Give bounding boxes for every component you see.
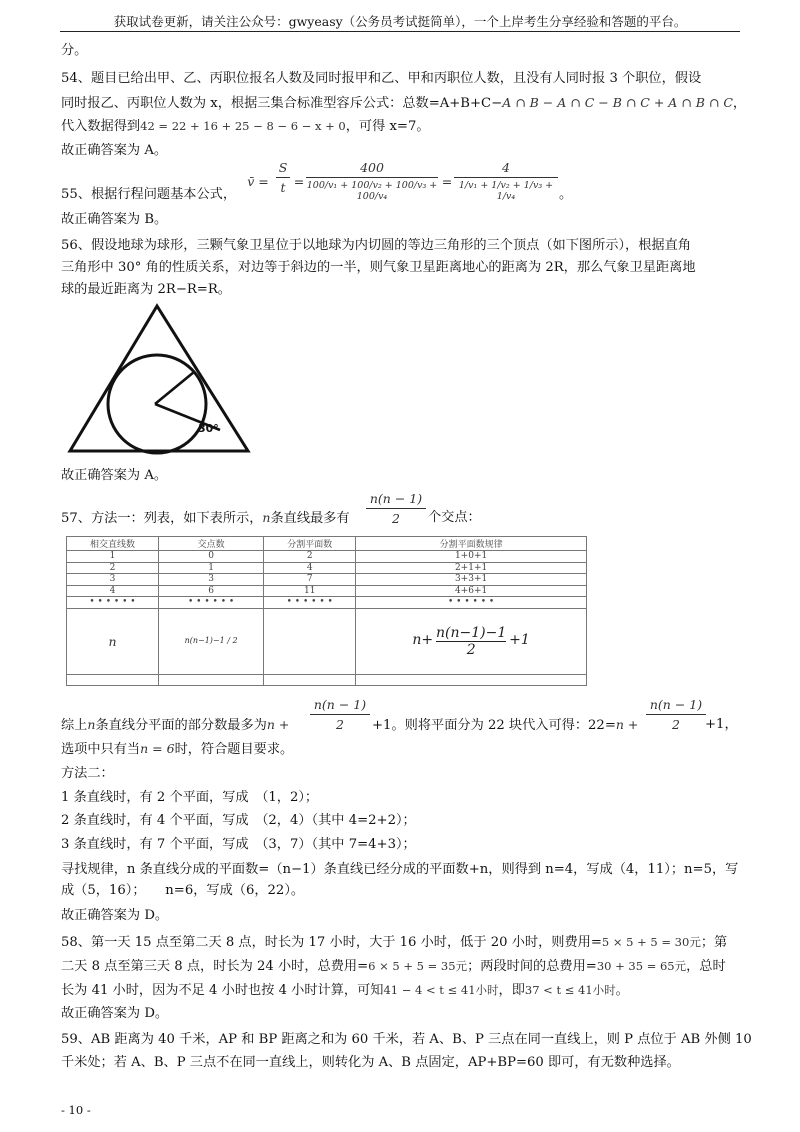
q58-inequality: 41 − 4 < t ≤ 41小时 [383, 983, 499, 997]
q57-text: 57、方法一：列表，如下表所示， [61, 511, 263, 526]
q58-text: ；两段时间的总费用= [467, 959, 597, 974]
q56-line-3: 球的最近距离为 2R−R=R。 [61, 282, 231, 297]
q54-text: 代入数据得到 [61, 119, 141, 134]
var-n: n [87, 717, 96, 732]
planes-formula-suffix: +1 [509, 631, 530, 648]
method-two-label: 方法二： [61, 766, 114, 781]
q59-line-1: 59、AB 距离为 40 千米，AP 和 BP 距离之和为 60 千米，若 A、B、P 三点在同一直线上，则 P 点位于 AB 外侧 10 [61, 1032, 752, 1047]
table-cell: 2 [67, 562, 159, 574]
formula-55-frac2 [454, 160, 558, 202]
q54-answer: 故正确答案为 A。 [61, 143, 168, 158]
q58-text: ，即 [498, 983, 525, 998]
q58-text: 长为 41 小时，因为不足 4 小时也按 4 小时计算，可知 [61, 983, 384, 998]
q54-line-1: 54、题目已给出甲、乙、丙职位报名人数及同时报甲和乙、甲和丙职位人数，且没有人同时报 3 个职位，假设 [61, 71, 702, 86]
q58-text: ；第 [700, 935, 728, 950]
equilateral-triangle [70, 306, 248, 451]
q57-text: 综上 [61, 718, 88, 733]
q57-text: 个交点： [428, 510, 481, 525]
q54-formula: A ∩ B − A ∩ C − B ∩ C + A ∩ B ∩ C [502, 95, 733, 110]
table-header-cell: 相交直线数 [67, 537, 159, 551]
q57-text: +1。则将平面分为 22 块代入可得：22= [372, 718, 616, 733]
angle-label: 30° [198, 422, 219, 435]
q56-answer: 故正确答案为 A。 [61, 468, 168, 483]
method-two-line: 寻找规律，n 条直线分成的平面数=（n−1）条直线已经分成的平面数+n，则得到 n=4，写成（4，11）；n=5，写 [61, 862, 739, 877]
page-number: - 10 - [61, 1103, 91, 1117]
table-cell: 1 [158, 562, 263, 574]
fraction-bar [646, 714, 706, 715]
fraction-bar [366, 508, 426, 509]
lines-table [66, 536, 587, 686]
frac-numerator: n(n−1)−1 [436, 624, 507, 641]
table-row-ellipsis [67, 597, 587, 609]
q57-text [372, 716, 638, 735]
frac-numerator: n(n − 1) [369, 491, 423, 506]
formula-55-num1: 400 [360, 160, 384, 175]
q58-answer: 故正确答案为 D。 [61, 1006, 169, 1021]
formula-55-num2: 4 [502, 160, 510, 175]
method-two-line: 成（5，16）； n=6，写成（6，22）。 [61, 883, 305, 898]
formula-55-lhs: v̄ = [247, 174, 269, 189]
var-n: n + [615, 717, 639, 732]
formula-55-frac1 [306, 160, 438, 202]
frac-denominator: 2 [392, 511, 400, 526]
table-cell: 3+3+1 [356, 574, 587, 586]
fraction-n-n-1 [366, 491, 426, 526]
planes-formula-prefix: n+ [412, 631, 434, 648]
table-cell: 0 [158, 551, 263, 563]
q54-line-3 [61, 117, 430, 136]
table-cell: 11 [264, 585, 356, 597]
q58-text: 。 [615, 983, 629, 998]
q57-line-1 [61, 509, 350, 528]
table-cell: 3 [67, 574, 159, 586]
fraction-bar [310, 714, 370, 715]
n-equals-6: n = 6 [140, 741, 175, 756]
q58-equation: 30 + 35 = 65元 [596, 959, 687, 973]
formula-55-t: t [280, 180, 286, 195]
table-cell: 4+6+1 [356, 585, 587, 597]
q56-line-1: 56、假设地球为球形，三颗气象卫星位于以地球为内切圆的等边三角形的三个顶点（如下图所示），根据直角 [61, 238, 691, 253]
table-cell: 2+1+1 [356, 562, 587, 574]
table-cell: • • • • • • [67, 597, 159, 609]
table-row [67, 562, 587, 574]
method-two-line: 1 条直线时，有 2 个平面，写成 （1，2）； [61, 790, 319, 805]
frac-denominator: 2 [336, 717, 344, 732]
q58-text: 58、第一天 15 点至第二天 8 点，时长为 17 小时，大于 16 小时，低于 20 小时，则费用= [61, 935, 602, 950]
formula-55-den1: 100/v₁ + 100/v₂ + 100/v₃ + 100/v₄ [306, 180, 438, 202]
q58-line-1 [61, 933, 727, 952]
table-row-empty [67, 674, 587, 685]
table-cell: 7 [264, 574, 356, 586]
q58-text: 二天 8 点至第三天 8 点，时长为 24 小时，总费用= [61, 959, 369, 974]
q54-equation: 42 = 22 + 16 + 25 − 8 − 6 − x + 0 [140, 119, 346, 133]
page-header: 获取试卷更新，请关注公众号：gwyeasy（公务员考试挺简单），一个上岸考生分享经验和答题的平台。 [113, 14, 687, 29]
fraction-n-n-1 [646, 697, 706, 732]
table-cell-n [67, 608, 159, 674]
table-cell: 6 [158, 585, 263, 597]
q58-line-2 [61, 957, 726, 976]
var-n: n [262, 510, 271, 525]
q54-punct: ， [732, 96, 747, 111]
q58-text: ，总时 [686, 959, 726, 974]
table-cell: • • • • • • [264, 597, 356, 609]
table-cell: 1+0+1 [356, 551, 587, 563]
table-cell-intersections [158, 608, 263, 674]
table-row-general [67, 608, 587, 674]
planes-formula-frac [436, 625, 506, 658]
table-header-cell: 分割平面数规律 [356, 537, 587, 551]
var-n: n [108, 633, 117, 649]
table-cell: 4 [67, 585, 159, 597]
q58-equation: 6 × 5 + 5 = 35元 [368, 959, 468, 973]
table-cell: • • • • • • [356, 597, 587, 609]
formula-55-s: S [278, 160, 288, 175]
text-line: 分。 [61, 43, 88, 58]
q59-line-2: 千米处；若 A、B、P 三点不在同一直线上，则转化为 A、B 点固定，AP+BP=60 即可，有无数种选择。 [61, 1055, 680, 1070]
var-n: n + [266, 717, 290, 732]
q54-text: ，可得 x=7。 [345, 119, 430, 134]
header-rule [60, 31, 740, 32]
q57-line-3 [61, 740, 293, 759]
table-header-cell: 交点数 [158, 537, 263, 551]
q57-text: 时，符合题目要求。 [174, 742, 294, 757]
table-cell-planes [356, 608, 587, 674]
fraction-bar [276, 177, 290, 178]
q55-punct: 。 [559, 187, 573, 202]
q55-answer: 故正确答案为 B。 [61, 212, 168, 227]
table-row [67, 574, 587, 586]
table-cell: 3 [158, 574, 263, 586]
q55-line: 55、根据行程问题基本公式， [61, 187, 237, 202]
q54-text: 同时报乙、丙职位人数为 x，根据三集合标准型容斥公式：总数=A+B+C− [61, 96, 503, 111]
frac-numerator: n(n − 1) [313, 697, 367, 712]
q57-text: 条直线分平面的部分数最多为 [95, 718, 267, 733]
intersection-formula: n(n−1)−1 / 2 [184, 636, 238, 645]
triangle-figure [60, 300, 260, 460]
frac-numerator: n(n − 1) [649, 697, 703, 712]
method-two-line: 3 条直线时，有 7 个平面，写成 （3，7）（其中 7=4+3）； [61, 837, 416, 852]
q56-line-2: 三角形中 30° 角的性质关系，对边等于斜边的一半，则气象卫星距离地心的距离为 2R，那么气象卫星距离地 [61, 260, 696, 275]
q58-inequality: 37 < t ≤ 41小时 [524, 983, 616, 997]
q57-text: 条直线最多有 [270, 511, 350, 526]
fraction-bar [306, 177, 438, 178]
formula-55-eq1: = [293, 174, 305, 189]
q57-text: +1， [705, 717, 738, 732]
table-row [67, 585, 587, 597]
method-two-line: 2 条直线时，有 4 个平面，写成 （2，4）（其中 4=2+2）； [61, 813, 416, 828]
table-cell: 2 [264, 551, 356, 563]
table-cell: 1 [67, 551, 159, 563]
q54-line-2 [61, 94, 746, 113]
formula-55-den2: 1/v₁ + 1/v₂ + 1/v₃ + 1/v₄ [458, 180, 554, 202]
table-header-row [67, 537, 587, 551]
fraction-bar [454, 177, 558, 178]
table-header-cell: 分割平面数 [264, 537, 356, 551]
table-row [67, 551, 587, 563]
formula-55-eq2: = [441, 174, 453, 189]
frac-denominator: 2 [672, 717, 680, 732]
table-cell-empty [264, 608, 356, 674]
frac-denominator: 2 [466, 641, 476, 658]
fraction-n-n-1 [310, 697, 370, 732]
q58-equation: 5 × 5 + 5 = 30元 [601, 935, 701, 949]
q58-line-3 [61, 981, 629, 1000]
q57-line-2 [61, 716, 289, 735]
q57-text: 选项中只有当 [61, 742, 141, 757]
q57-answer: 故正确答案为 D。 [61, 908, 169, 923]
table-cell: 4 [264, 562, 356, 574]
table-cell: • • • • • • [158, 597, 263, 609]
formula-55-st [276, 160, 290, 195]
radius-line [155, 372, 194, 404]
